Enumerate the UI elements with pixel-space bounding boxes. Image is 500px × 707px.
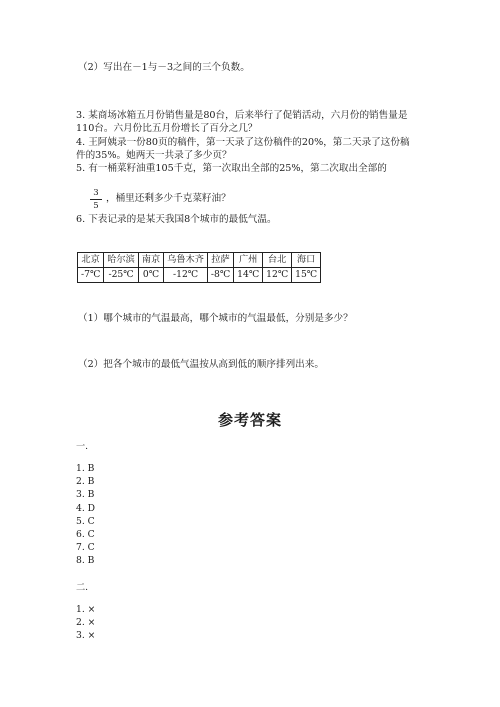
fraction-three-fifths bbox=[90, 188, 102, 211]
list-item: 5. C bbox=[76, 515, 95, 527]
question-2-2: （2）写出在－1与－3之间的三个负数。 bbox=[78, 62, 250, 73]
temp-cell: -12℃ bbox=[164, 268, 208, 283]
list-item: 6. C bbox=[76, 529, 95, 541]
list-item: 2. B bbox=[76, 476, 95, 488]
fraction-numerator: 3 bbox=[93, 188, 99, 198]
table-header-row bbox=[78, 253, 321, 268]
temp-cell: 0℃ bbox=[138, 268, 163, 283]
list-item: 4. D bbox=[76, 502, 96, 514]
list-item: 1. × bbox=[76, 604, 96, 615]
list-item: 3. B bbox=[76, 489, 95, 501]
list-item: 2. × bbox=[76, 617, 96, 629]
section-1-answers bbox=[76, 462, 95, 568]
list-item: 7. C bbox=[76, 542, 95, 554]
question-4-line-2: 件的35%。她两天一共录了多少页？ bbox=[76, 150, 232, 161]
city-cell: 广州 bbox=[234, 253, 263, 268]
list-item: 8. B bbox=[76, 555, 95, 567]
question-3-line-2: 110台。六月份比五月份增长了百分之几？ bbox=[76, 123, 258, 134]
city-cell: 台北 bbox=[263, 253, 292, 268]
section-1-label: 一. bbox=[76, 441, 89, 452]
section-2-label: 二. bbox=[76, 582, 89, 593]
question-5-line-2: ，桶里还剩多少千克菜籽油？ bbox=[106, 193, 231, 204]
city-cell: 拉萨 bbox=[207, 253, 233, 268]
temp-cell: -7℃ bbox=[78, 268, 104, 283]
list-item: 1. B bbox=[76, 463, 95, 474]
city-cell: 海口 bbox=[292, 253, 321, 268]
temp-cell: 14℃ bbox=[234, 268, 263, 283]
list-item: 3. × bbox=[76, 630, 96, 642]
table-row bbox=[78, 268, 321, 283]
temp-cell: 15℃ bbox=[292, 268, 321, 283]
fraction-bar bbox=[90, 199, 102, 200]
fraction-denominator: 5 bbox=[93, 201, 99, 211]
section-2-answers bbox=[76, 603, 95, 643]
question-4-line-1: 4. 王阿姨录一份80页的稿件，第一天录了这份稿件的20%，第二天录了这份稿 bbox=[76, 137, 410, 148]
city-cell: 乌鲁木齐 bbox=[164, 253, 208, 268]
city-cell: 南京 bbox=[138, 253, 163, 268]
question-3-line-1: 3. 某商场冰箱五月份销售量是80台，后来举行了促销活动，六月份的销售量是 bbox=[76, 110, 408, 121]
answer-title: 参考答案 bbox=[217, 411, 282, 429]
temperature-table bbox=[77, 252, 321, 283]
temp-cell: 12℃ bbox=[263, 268, 292, 283]
city-cell: 北京 bbox=[78, 253, 104, 268]
question-6-intro: 6. 下表记录的是某天我国8个城市的最低气温。 bbox=[76, 214, 277, 225]
city-cell: 哈尔滨 bbox=[104, 253, 139, 268]
temp-cell: -25℃ bbox=[104, 268, 139, 283]
question-6-2: （2）把各个城市的最低气温按从高到低的顺序排列出来。 bbox=[78, 359, 324, 370]
question-6-1: （1）哪个城市的气温最高，哪个城市的气温最低，分别是多少？ bbox=[78, 313, 353, 324]
question-5-line-1: 5. 有一桶菜籽油重105千克，第一次取出全部的25%，第二次取出全部的 bbox=[76, 163, 387, 174]
temp-cell: -8℃ bbox=[207, 268, 233, 283]
